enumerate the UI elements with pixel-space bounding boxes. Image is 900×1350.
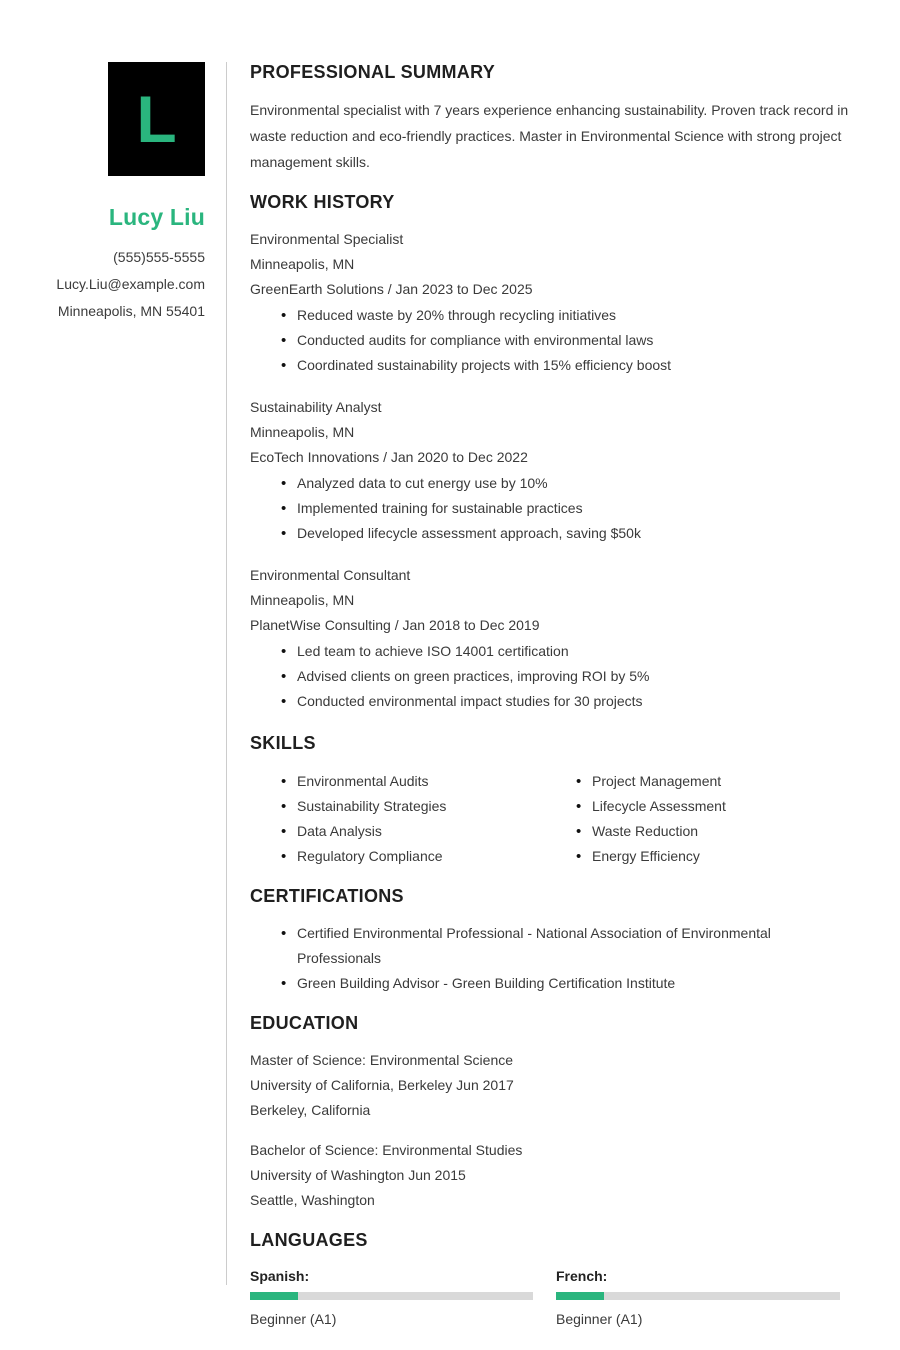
certification-item: • Certified Environmental Professional - National Association of Environmental Professionals	[297, 921, 858, 971]
summary-heading: PROFESSIONAL SUMMARY	[250, 62, 496, 82]
work-history-heading: WORK HISTORY	[250, 192, 395, 212]
skill-item: • Lifecycle Assessment	[592, 794, 858, 819]
job-bullet: • Conducted environmental impact studies for 30 projects	[297, 689, 858, 714]
job-bullet-list	[250, 471, 858, 546]
degree-school-date: University of Washington Jun 2015	[250, 1167, 466, 1183]
languages-heading: LANGUAGES	[250, 1230, 368, 1250]
avatar-initial: L	[136, 82, 177, 156]
mailing-address: Minneapolis, MN 55401	[57, 303, 205, 319]
skills-right-column	[575, 769, 858, 869]
contact-block	[0, 244, 205, 325]
job-entry	[250, 563, 858, 714]
job-bullet: • Analyzed data to cut energy use by 10%	[297, 471, 858, 496]
language-level: Beginner (A1)	[250, 1311, 337, 1327]
job-bullet: • Developed lifecycle assessment approach, saving $50k	[297, 521, 858, 546]
job-bullet: • Led team to achieve ISO 14001 certification	[297, 639, 858, 664]
sidebar	[0, 62, 205, 325]
language-proficiency-bar	[556, 1292, 840, 1300]
degree-location: Seattle, Washington	[250, 1192, 375, 1208]
degree-title: Bachelor of Science: Environmental Studies	[250, 1142, 523, 1158]
language-entry	[250, 1265, 533, 1330]
job-title: Environmental Specialist	[250, 231, 404, 247]
job-title: Sustainability Analyst	[250, 399, 382, 415]
job-bullet: • Advised clients on green practices, improving ROI by 5%	[297, 664, 858, 689]
degree-school-date: University of California, Berkeley Jun 2017	[250, 1077, 514, 1093]
job-location: Minneapolis, MN	[250, 424, 355, 440]
language-proficiency-bar	[250, 1292, 533, 1300]
job-bullet: • Reduced waste by 20% through recycling initiatives	[297, 303, 858, 328]
language-proficiency-fill	[250, 1292, 298, 1300]
skill-item: • Project Management	[592, 769, 858, 794]
skill-item: • Waste Reduction	[592, 819, 858, 844]
job-entry	[250, 227, 858, 378]
phone-number: (555)555-5555	[113, 249, 205, 265]
job-title: Environmental Consultant	[250, 567, 411, 583]
job-bullet: • Implemented training for sustainable practices	[297, 496, 858, 521]
job-company-dates: GreenEarth Solutions / Jan 2023 to Dec 2025	[250, 281, 533, 297]
job-location: Minneapolis, MN	[250, 592, 355, 608]
skills-columns	[250, 768, 858, 869]
degree-entry	[250, 1138, 858, 1213]
avatar	[108, 62, 205, 176]
certifications-list	[250, 921, 858, 996]
certifications-heading: CERTIFICATIONS	[250, 886, 404, 906]
job-bullet-list	[250, 303, 858, 378]
candidate-name: Lucy Liu	[108, 204, 205, 230]
email-address: Lucy.Liu@example.com	[56, 276, 205, 292]
skills-heading: SKILLS	[250, 733, 316, 753]
degree-entry	[250, 1048, 858, 1123]
job-bullet-list	[250, 639, 858, 714]
skill-item: • Data Analysis	[297, 819, 575, 844]
job-company-dates: PlanetWise Consulting / Jan 2018 to Dec 2019	[250, 617, 540, 633]
summary-text: Environmental specialist with 7 years experience enhancing sustainability. Proven track record in waste reduction and eco-friendly practices. Master in Environmental Science with strong project management skills.	[250, 102, 849, 170]
languages-columns	[250, 1265, 858, 1330]
education-heading: EDUCATION	[250, 1013, 359, 1033]
language-entry	[556, 1265, 840, 1330]
skill-item: • Regulatory Compliance	[297, 844, 575, 869]
degree-location: Berkeley, California	[250, 1102, 371, 1118]
job-location: Minneapolis, MN	[250, 256, 355, 272]
skills-left-column	[250, 769, 575, 869]
job-company-dates: EcoTech Innovations / Jan 2020 to Dec 2022	[250, 449, 528, 465]
language-name: French:	[556, 1268, 608, 1284]
language-level: Beginner (A1)	[556, 1311, 643, 1327]
certification-item: • Green Building Advisor - Green Building Certification Institute	[297, 971, 858, 996]
job-entry	[250, 395, 858, 546]
language-proficiency-fill	[556, 1292, 604, 1300]
sidebar-divider	[226, 62, 227, 1285]
degree-title: Master of Science: Environmental Science	[250, 1052, 514, 1068]
job-bullet: • Coordinated sustainability projects with 15% efficiency boost	[297, 353, 858, 378]
language-name: Spanish:	[250, 1268, 310, 1284]
skill-item: • Sustainability Strategies	[297, 794, 575, 819]
skill-item: • Environmental Audits	[297, 769, 575, 794]
main-content	[250, 60, 858, 1330]
job-bullet: • Conducted audits for compliance with environmental laws	[297, 328, 858, 353]
skill-item: • Energy Efficiency	[592, 844, 858, 869]
